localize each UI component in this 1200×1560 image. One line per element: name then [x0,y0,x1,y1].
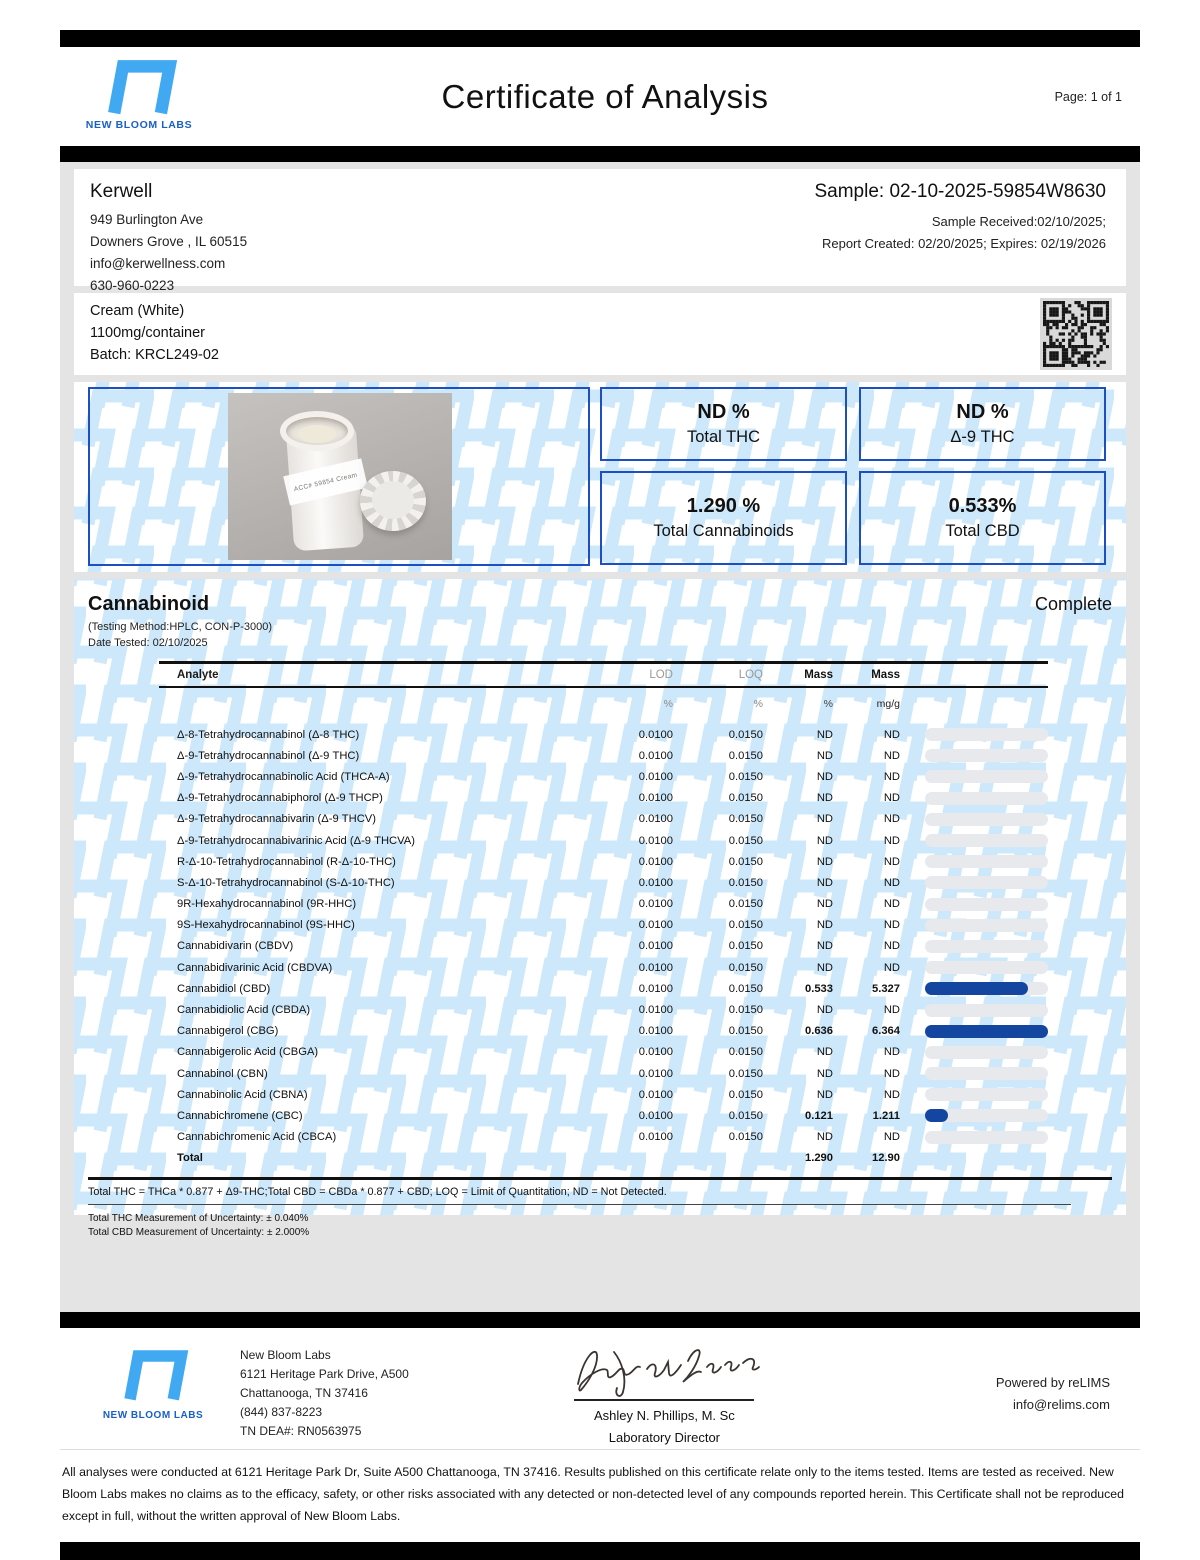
loq-cell: 0.0150 [728,1131,763,1144]
table-row [159,1042,1048,1063]
lod-cell: 0.0100 [638,1004,673,1017]
logo-text: NEW BLOOM LABS [102,1410,204,1421]
testing-method: (Testing Method:HPLC, CON-P-3000) [88,621,273,633]
bar-cell [900,940,1048,953]
loq-cell: 0.0150 [728,728,763,741]
mass-mg-cell: ND [883,1131,900,1144]
analyte-cell: Δ-9-Tetrahydrocannabivarin (Δ-9 THCV) [177,813,376,826]
mass-mg-cell: ND [883,940,900,953]
analyte-cell: Cannabinol (CBN) [177,1067,268,1080]
client-email[interactable]: info@kerwellness.com [90,255,226,271]
mass-pct-cell: 0.121 [805,1109,833,1122]
bar-cell [900,792,1048,805]
table-row [159,894,1048,915]
mass-mg-cell: ND [883,749,900,762]
unit-loq: % [753,698,763,710]
loq-cell: 0.0150 [728,919,763,932]
mass-bar-track [925,961,1048,974]
analyte-cell: Δ-9-Tetrahydrocannabivarinic Acid (Δ-9 THCVA) [177,834,415,847]
lod-cell: 0.0100 [638,919,673,932]
mass-mg-cell: ND [883,1088,900,1101]
product-name: Cream (White) [90,303,185,320]
loq-cell: 0.0150 [728,770,763,783]
unit-mass-mg: mg/g [876,698,900,710]
sample-id: Sample: 02-10-2025-59854W8630 [814,181,1106,202]
bar-cell [900,1046,1048,1059]
lod-cell: 0.0100 [638,1131,673,1144]
mass-bar-track [925,749,1048,762]
lod-cell: 0.0100 [638,770,673,783]
footnote-rule [88,1204,1071,1205]
mass-mg-cell: 12.90 [872,1152,900,1165]
lab-phone: (844) 837-8223 [240,1404,323,1419]
mass-pct-cell: ND [816,940,833,953]
client-address1: 949 Burlington Ave [90,212,204,227]
result-label: Total THC [686,428,761,446]
mass-pct-cell: 0.533 [805,982,833,995]
bar-cell [900,1004,1048,1017]
analyte-cell: R-Δ-10-Tetrahydrocannabinol (R-Δ-10-THC) [177,855,396,868]
cbd-uncertainty: Total CBD Measurement of Uncertainty: ± 2.000% [88,1227,310,1239]
bar-cell [900,813,1048,826]
mass-pct-cell: ND [816,961,833,974]
mass-mg-cell: ND [883,898,900,911]
loq-cell: 0.0150 [728,792,763,805]
signer-name: Ashley N. Phillips, M. Sc [593,1408,735,1423]
mass-mg-cell: ND [883,919,900,932]
lod-cell: 0.0100 [638,940,673,953]
mass-pct-cell: ND [816,1131,833,1144]
lod-cell: 0.0100 [638,749,673,762]
result-label: Total CBD [945,522,1020,540]
mass-mg-cell: ND [883,792,900,805]
mass-bar-track [925,770,1048,783]
analyte-cell: Δ-9-Tetrahydrocannabinol (Δ-9 THC) [177,749,360,762]
lod-cell: 0.0100 [638,813,673,826]
loq-cell: 0.0150 [728,898,763,911]
loq-cell: 0.0150 [728,1067,763,1080]
mass-mg-cell: 1.211 [872,1109,900,1122]
bar-cell [900,770,1048,783]
loq-cell: 0.0150 [728,813,763,826]
mass-bar-fill [925,1025,1048,1038]
mass-bar-track [925,876,1048,889]
lod-cell: 0.0100 [638,792,673,805]
mass-bar-fill [925,1109,948,1122]
mass-mg-cell: 6.364 [872,1025,900,1038]
mass-bar-track [925,982,1048,995]
table-row [159,788,1048,809]
mass-mg-cell: ND [883,961,900,974]
loq-cell: 0.0150 [728,834,763,847]
result-box-d9-thc [859,387,1106,461]
table-row [159,1105,1048,1126]
lod-cell: 0.0100 [638,728,673,741]
lod-cell: 0.0100 [638,1046,673,1059]
bar-cell [900,1088,1048,1101]
footer-lab-logo [88,1352,218,1421]
mass-pct-cell: ND [816,749,833,762]
bar-cell [900,728,1048,741]
col-analyte: Analyte [177,668,219,681]
table-row [159,915,1048,936]
mass-pct-cell: ND [816,1046,833,1059]
mass-pct-cell: 1.290 [805,1152,833,1165]
mass-pct-cell: ND [816,792,833,805]
signature-line [574,1399,754,1401]
mass-pct-cell: ND [816,834,833,847]
mass-pct-cell: 0.636 [805,1025,833,1038]
mass-pct-cell: ND [816,898,833,911]
mass-bar-track [925,898,1048,911]
new-bloom-labs-logo-icon [119,1352,187,1407]
table-row [159,978,1048,999]
lod-cell: 0.0100 [638,898,673,911]
analyte-cell: Cannabidivarinic Acid (CBDVA) [177,961,333,974]
bottle-label: ACC# 59854 Cream [283,458,368,505]
lab-address2: Chattanooga, TN 37416 [240,1385,368,1400]
table-row [159,766,1048,787]
analyte-cell: Cannabinolic Acid (CBNA) [177,1088,308,1101]
table-row [159,1127,1048,1148]
mass-bar-track [925,792,1048,805]
lod-cell: 0.0100 [638,876,673,889]
loq-cell: 0.0150 [728,940,763,953]
bar-cell [900,1025,1048,1038]
mass-bar-track [925,1131,1048,1144]
mass-pct-cell: ND [816,1067,833,1080]
result-value: 1.290 % [686,495,761,517]
result-boxes [600,387,1106,565]
header [60,47,1140,146]
loq-cell: 0.0150 [728,982,763,995]
disclaimer-text: All analyses were conducted at 6121 Heritage Park Dr, Suite A500 Chattanooga, TN 37416. Results published on this certificate relate only to the items tested. Items are tested as received. New Bloom Labs makes no claims as to the efficacy, safety, or other risks associated with any detected or non-detected level of any compounds reported herein. This Certificate shall not be reproduced except in full, without the written approval of New Bloom Labs. [62,1465,1124,1523]
lod-cell: 0.0100 [638,982,673,995]
footer [60,1328,1140,1445]
unit-mass-pct: % [823,698,833,710]
signature-block [409,1340,920,1445]
client-block [90,181,248,293]
signer-title: Laboratory Director [608,1430,721,1445]
loq-cell: 0.0150 [728,876,763,889]
bar-cell [900,1131,1048,1144]
certificate-page [60,30,1140,1560]
product-info [90,301,219,366]
footer-divider-bar [60,1312,1140,1328]
bar-cell [900,982,1048,995]
table-header-row [159,664,1048,686]
analyte-cell: Δ-9-Tetrahydrocannabiphorol (Δ-9 THCP) [177,792,383,805]
table-row [159,1084,1048,1105]
result-box-total-thc [600,387,847,461]
product-card [74,293,1126,375]
table-row [159,830,1048,851]
result-label: Δ-9 THC [950,428,1015,446]
product-batch: Batch: KRCL249-02 [90,346,219,363]
analyte-cell: Cannabichromene (CBC) [177,1109,303,1122]
table-row [159,1063,1048,1084]
mass-pct-cell: ND [816,728,833,741]
loq-cell: 0.0150 [728,1046,763,1059]
qr-code-icon [1040,298,1112,370]
lod-cell: 0.0100 [638,834,673,847]
analyte-cell: Cannabichromenic Acid (CBCA) [177,1131,337,1144]
mass-pct-cell: ND [816,1088,833,1101]
mass-mg-cell: ND [883,813,900,826]
header-divider-bar [60,146,1140,162]
col-loq: LOQ [738,668,763,681]
section-status: Complete [1034,594,1112,614]
bar-cell [900,855,1048,868]
mass-bar-track [925,834,1048,847]
summary-card [74,382,1126,572]
section-title: Cannabinoid [88,593,210,615]
product-photo [228,393,452,560]
bar-cell [900,1109,1048,1122]
lod-cell: 0.0100 [638,1109,673,1122]
page-title: Certificate of Analysis [441,77,769,115]
result-value: ND % [697,401,750,423]
unit-lod: % [663,698,673,710]
bar-cell [900,919,1048,932]
product-size: 1100mg/container [90,325,206,342]
page-number: Page: 1 of 1 [1054,89,1122,104]
mass-pct-cell: ND [816,813,833,826]
client-sample-card [74,169,1126,293]
table-row [159,724,1048,745]
mass-bar-fill [925,982,1028,995]
loq-cell: 0.0150 [728,1004,763,1017]
bottle-cap-illustration [360,471,426,531]
bar-cell [900,898,1048,911]
loq-cell: 0.0150 [728,1109,763,1122]
analyte-cell: 9S-Hexahydrocannabinol (9S-HHC) [177,919,355,932]
product-photo-frame [88,387,590,566]
lab-dea: TN DEA#: RN0563975 [240,1423,362,1438]
mass-bar-track [925,813,1048,826]
table-body [159,724,1048,1169]
result-value: 0.533% [948,495,1017,517]
bottle-mouth-illustration [280,411,354,451]
mass-pct-cell: ND [816,1004,833,1017]
lod-cell: 0.0100 [638,961,673,974]
table-row [159,745,1048,766]
lab-address-block [240,1344,409,1441]
signature-script-icon [564,1340,764,1403]
mass-bar-track [925,1004,1048,1017]
lod-cell: 0.0100 [638,1088,673,1101]
thc-uncertainty: Total THC Measurement of Uncertainty: ± 0.040% [88,1212,309,1224]
lab-name: New Bloom Labs [240,1348,331,1362]
analyte-cell: Cannabidiol (CBD) [177,982,271,995]
report-created: Report Created: 02/20/2025; Expires: 02/19/2026 [821,236,1106,252]
top-divider-bar [60,30,1140,47]
sample-received: Sample Received:02/10/2025; [931,214,1106,229]
bar-cell [900,1067,1048,1080]
mass-mg-cell: ND [883,770,900,783]
loq-cell: 0.0150 [728,1025,763,1038]
mass-mg-cell: ND [883,855,900,868]
lod-cell: 0.0100 [638,855,673,868]
lab-logo [74,62,204,131]
col-mass-pct: Mass [804,668,833,681]
result-box-total-cannabinoids [600,471,847,565]
cannabinoid-card [74,579,1126,1239]
analyte-cell: S-Δ-10-Tetrahydrocannabinol (S-Δ-10-THC) [177,876,395,889]
mass-bar-track [925,1109,1048,1122]
bar-cell [900,961,1048,974]
table-row [159,957,1048,978]
client-address2: Downers Grove , IL 60515 [90,233,248,249]
table-row [159,1021,1048,1042]
footnote: Total THC = THCa * 0.877 + Δ9-THC;Total CBD = CBDa * 0.877 + CBD; LOQ = Limit of Quantitation; ND = Not Detected. [88,1185,667,1198]
document-body [60,162,1140,1312]
client-name: Kerwell [90,181,153,202]
analyte-cell: Δ-8-Tetrahydrocannabinol (Δ-8 THC) [177,728,360,741]
powered-by: Powered by reLIMS [995,1375,1110,1390]
mass-pct-cell: ND [816,855,833,868]
lod-cell: 0.0100 [638,1025,673,1038]
analyte-cell: Cannabigerol (CBG) [177,1025,279,1038]
powered-by-block [920,1344,1110,1416]
mass-bar-track [925,940,1048,953]
date-tested: Date Tested: 02/10/2025 [88,637,208,649]
analyte-cell: Δ-9-Tetrahydrocannabinolic Acid (THCA-A) [177,770,390,783]
result-box-total-cbd [859,471,1106,565]
table-row [159,1148,1048,1169]
mass-mg-cell: 5.327 [872,982,900,995]
analyte-cell: Cannabidiolic Acid (CBDA) [177,1004,311,1017]
table-row [159,809,1048,830]
mass-mg-cell: ND [883,834,900,847]
bar-cell [900,749,1048,762]
loq-cell: 0.0150 [728,961,763,974]
table-rule-bottom [88,1177,1112,1180]
mass-mg-cell: ND [883,728,900,741]
mass-pct-cell: ND [816,770,833,783]
loq-cell: 0.0150 [728,749,763,762]
col-lod: LOD [649,668,673,681]
table-row [159,851,1048,872]
analyte-cell: Cannabigerolic Acid (CBGA) [177,1046,319,1059]
bottom-bar [60,1542,1140,1560]
bar-cell [900,876,1048,889]
loq-cell: 0.0150 [728,1088,763,1101]
sample-block [814,181,1106,272]
analyte-cell: Cannabidivarin (CBDV) [177,940,294,953]
cannabinoid-table [159,661,1048,1169]
result-label: Total Cannabinoids [653,522,794,540]
mass-mg-cell: ND [883,1067,900,1080]
relims-email[interactable]: info@relims.com [1013,1397,1110,1413]
table-row [159,999,1048,1020]
mass-mg-cell: ND [883,1046,900,1059]
mass-bar-track [925,728,1048,741]
col-mass-mg: Mass [871,668,900,681]
table-row [159,936,1048,957]
mass-mg-cell: ND [883,1004,900,1017]
mass-bar-track [925,1067,1048,1080]
table-rule-header [159,686,1048,689]
lab-address1: 6121 Heritage Park Drive, A500 [240,1366,409,1381]
analyte-cell: Total [177,1152,203,1165]
bar-cell [900,834,1048,847]
new-bloom-labs-logo-icon [102,62,176,116]
mass-bar-track [925,1046,1048,1059]
table-units-row [159,694,1048,714]
client-phone: 630-960-0223 [90,277,175,293]
analyte-cell: 9R-Hexahydrocannabinol (9R-HHC) [177,898,357,911]
mass-mg-cell: ND [883,876,900,889]
mass-bar-track [925,855,1048,868]
loq-cell: 0.0150 [728,855,763,868]
mass-bar-track [925,919,1048,932]
mass-bar-track [925,1025,1048,1038]
mass-pct-cell: ND [816,876,833,889]
mass-pct-cell: ND [816,919,833,932]
table-row [159,872,1048,893]
logo-text: NEW BLOOM LABS [85,119,193,131]
result-value: ND % [956,401,1009,423]
mass-bar-track [925,1088,1048,1101]
lod-cell: 0.0100 [638,1067,673,1080]
